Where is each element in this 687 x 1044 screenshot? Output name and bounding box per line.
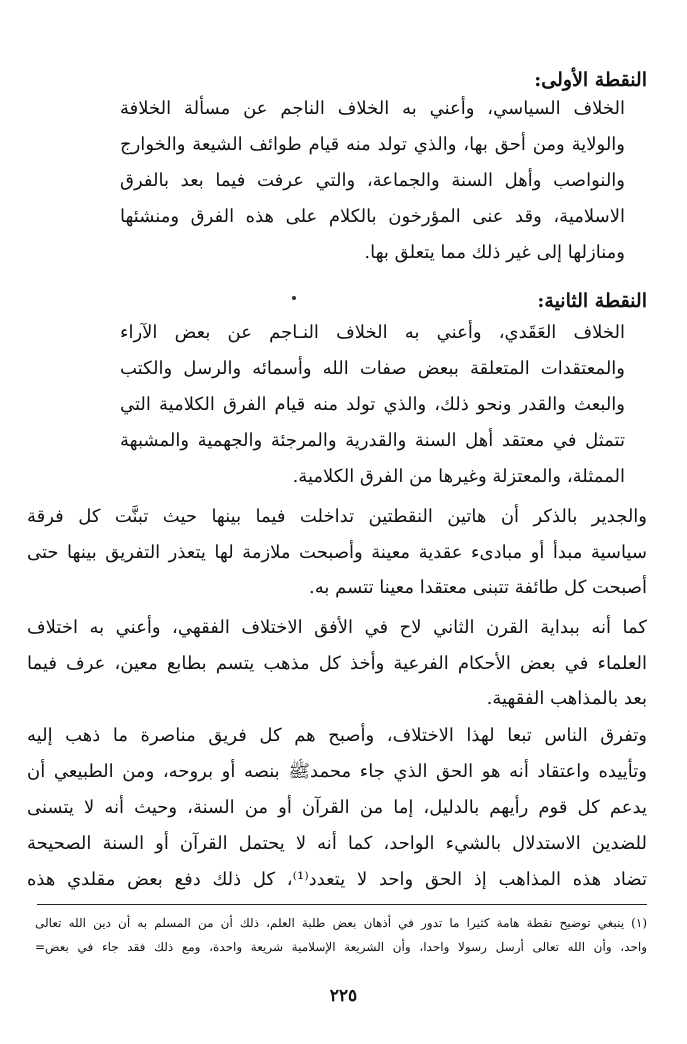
- stray-dot: [292, 296, 296, 300]
- point-one-line: والولاية ومن أحق بها، والذي تولد منه قيام طوائف الشيعة والخوارج: [120, 134, 625, 155]
- paragraph-two-line: كما أنه ببداية القرن الثاني لاح في الأفق الاختلاف الفقهي، وأعني به اختلاف: [27, 617, 647, 638]
- point-two-line: والبعث والقدر ونحو ذلك، والذي تولد منه قيام الفرق الكلامية التي: [120, 394, 625, 415]
- point-two-line: الممثلة، والمعتزلة وغيرها من الفرق الكلامية.: [292, 466, 625, 487]
- page-number: ٢٢٥: [329, 986, 358, 1006]
- point-two-line: والمعتقدات المتعلقة ببعض صفات الله وأسمائه والرسل والكتب: [120, 358, 625, 379]
- paragraph-three-line: وتأييده واعتقاد أنه هو الحق الذي جاء محمدﷺ بنصه أو بروحه، ومن الطبيعي أن: [27, 761, 647, 782]
- point-one-heading: النقطة الأولى:: [534, 69, 647, 91]
- point-one-line: ومنازلها إلى غير ذلك مما يتعلق بها.: [364, 242, 625, 263]
- point-two-heading: النقطة الثانية:: [537, 290, 647, 312]
- point-one-line: الاسلامية، وقد عنى المؤرخون بالكلام على هذه الفرق ومنشئها: [120, 206, 625, 227]
- point-one-line: الخلاف السياسي، وأعني به الخلاف الناجم عن مسألة الخلافة: [120, 98, 625, 119]
- paragraph-three-line: وتفرق الناس تبعا لهذا الاختلاف، وأصبح هم كل فريق مناصرة ما ذهب إليه: [27, 725, 647, 746]
- paragraph-one-line: والجدير بالذكر أن هاتين النقطتين تداخلت فيما بينها حيث تبنَّت كل فرقة: [27, 506, 647, 527]
- paragraph-two-line: بعد بالمذاهب الفقهية.: [486, 688, 647, 709]
- paragraph-one-line: سياسية مبدأ أو مبادىء عقدية معينة وأصبحت ملازمة لها يتعذر التفريق بينها حتى: [27, 542, 647, 563]
- footnote-line: واحد، وأن الله تعالى أرسل رسولا واحدا، وأن الشريعة الإسلامية شريعة واحدة، ومع ذلك فقد جاء في بعض=: [35, 940, 647, 954]
- footnote-separator: [37, 904, 647, 905]
- paragraph-one-line: أصبحت كل طائفة تتبنى معتقدا معينا تتسم به.: [309, 577, 647, 598]
- paragraph-three-line: للضدين الاستدلال بالشيء الواحد، كما أنه لا يحتمل القرآن أو السنة الصحيحة: [27, 833, 647, 854]
- paragraph-three-line: تضاد هذه المذاهب إذ الحق واحد لا يتعدد⁽¹⁾، كل ذلك دفع بعض مقلدي هذه: [27, 869, 647, 890]
- footnote-line: (١) ينبغي توضيح نقطة هامة كثيرا ما تدور في أذهان بعض طلبة العلم، ذلك أن من المسلم به أن دين الله تعالى: [35, 916, 647, 930]
- point-two-line: الخلاف العَقَدي، وأعني به الخلاف النـاجم عن بعض الآراء: [120, 322, 625, 343]
- point-one-line: والنواصب وأهل السنة والجماعة، والتي عرفت فيما بعد بالفرق: [120, 170, 625, 191]
- paragraph-three-line: يدعم كل قوم رأيهم بالدليل، إما من القرآن أو من السنة، وحيث أنه لا يتسنى: [27, 797, 647, 818]
- paragraph-two-line: العلماء في بعض الأحكام الفرعية وأخذ كل مذهب يتسم بطابع معين، عرف فيما: [27, 653, 647, 674]
- point-two-line: تتمثل في معتقد أهل السنة والقدرية والمرجئة والجهمية والمشبهة: [120, 430, 625, 451]
